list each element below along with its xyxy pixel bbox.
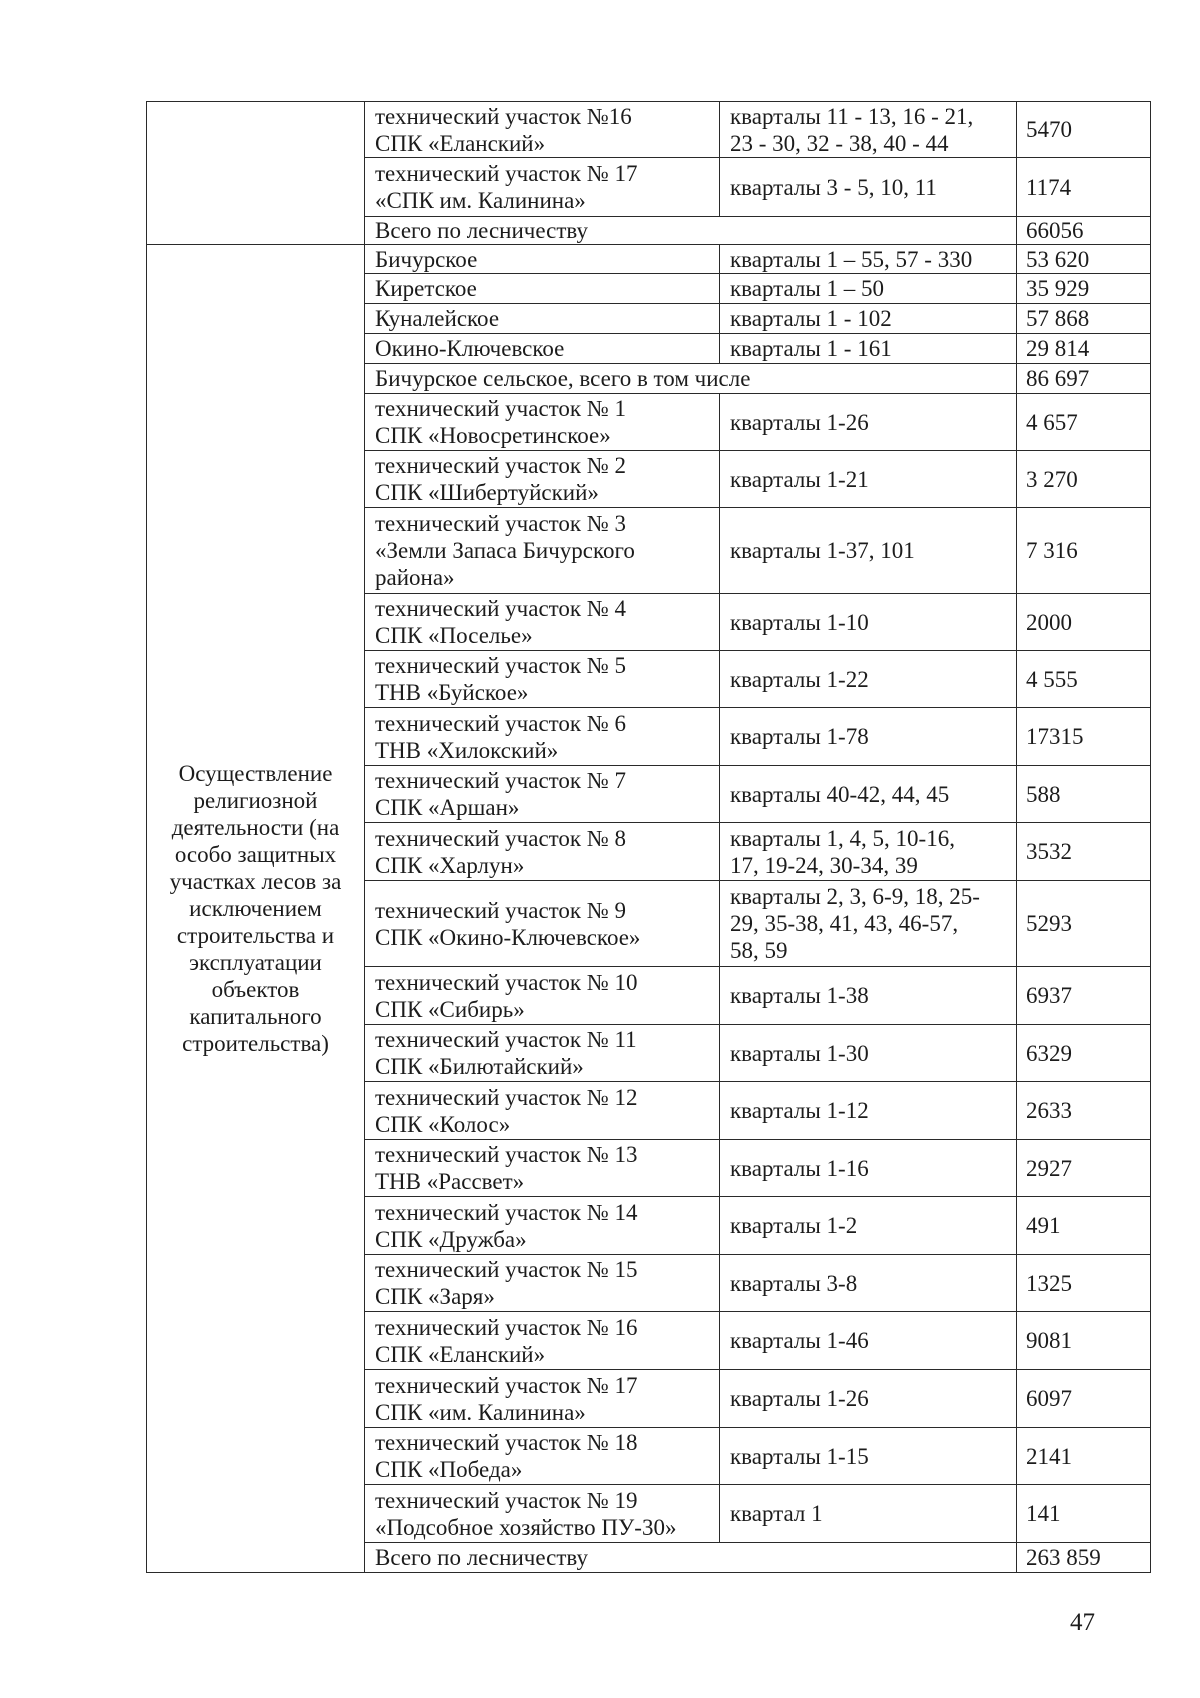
- area: 9081: [1017, 1312, 1151, 1370]
- site-name: технический участок № 18 СПК «Победа»: [365, 1428, 720, 1485]
- quarters: кварталы 3-8: [720, 1255, 1017, 1312]
- quarters: кварталы 2, 3, 6-9, 18, 25- 29, 35-38, 41, 43, 46-57, 58, 59: [720, 881, 1017, 967]
- total-area: 263 859: [1017, 1543, 1151, 1573]
- subtotal-label: Бичурское сельское, всего в том числе: [365, 364, 1017, 394]
- area: 2633: [1017, 1082, 1151, 1140]
- forestry-name: Куналейское: [365, 304, 720, 334]
- site-name: технический участок № 1 СПК «Новосретинское»: [365, 394, 720, 451]
- quarters: кварталы 1-10: [720, 594, 1017, 651]
- forestry-name: Бичурское: [365, 245, 720, 274]
- area: 4 555: [1017, 651, 1151, 708]
- area: 2927: [1017, 1140, 1151, 1197]
- area: 35 929: [1017, 274, 1151, 304]
- site-name: технический участок № 9 СПК «Окино-Ключевское»: [365, 881, 720, 967]
- site-name: технический участок № 7 СПК «Аршан»: [365, 766, 720, 823]
- total-area: 66056: [1017, 217, 1151, 245]
- area: 5470: [1017, 102, 1151, 158]
- quarters: кварталы 1-37, 101: [720, 508, 1017, 594]
- site-name: технический участок № 13 ТНВ «Рассвет»: [365, 1140, 720, 1197]
- quarters: кварталы 1 - 161: [720, 334, 1017, 364]
- area: 57 868: [1017, 304, 1151, 334]
- area: 2000: [1017, 594, 1151, 651]
- site-name: технический участок № 12 СПК «Колос»: [365, 1082, 720, 1140]
- table-row: [147, 102, 1151, 158]
- site-name: технический участок № 19 «Подсобное хозяйство ПУ-30»: [365, 1485, 720, 1543]
- quarters: кварталы 1-26: [720, 1370, 1017, 1428]
- quarters: кварталы 1-2: [720, 1197, 1017, 1255]
- site-name: технический участок № 16 СПК «Еланский»: [365, 1312, 720, 1370]
- area: 588: [1017, 766, 1151, 823]
- quarters: кварталы 40-42, 44, 45: [720, 766, 1017, 823]
- site-name: технический участок № 15 СПК «Заря»: [365, 1255, 720, 1312]
- quarters: кварталы 1, 4, 5, 10-16, 17, 19-24, 30-34, 39: [720, 823, 1017, 881]
- site-name: технический участок № 2 СПК «Шибертуйский»: [365, 451, 720, 508]
- forest-use-table: [146, 101, 1151, 1573]
- site-name: технический участок № 6 ТНВ «Хилокский»: [365, 708, 720, 766]
- total-label: Всего по лесничеству: [365, 217, 1017, 245]
- quarters: квартал 1: [720, 1485, 1017, 1543]
- site-name: технический участок № 3 «Земли Запаса Бичурского района»: [365, 508, 720, 594]
- site-name: технический участок № 14 СПК «Дружба»: [365, 1197, 720, 1255]
- quarters: кварталы 1-26: [720, 394, 1017, 451]
- site-name: технический участок №16 СПК «Еланский»: [365, 102, 720, 158]
- quarters: кварталы 1-15: [720, 1428, 1017, 1485]
- quarters: кварталы 11 - 13, 16 - 21, 23 - 30, 32 - 38, 40 - 44: [720, 102, 1017, 158]
- area: 491: [1017, 1197, 1151, 1255]
- quarters: кварталы 1 - 102: [720, 304, 1017, 334]
- quarters: кварталы 3 - 5, 10, 11: [720, 158, 1017, 217]
- area: 3 270: [1017, 451, 1151, 508]
- quarters: кварталы 1-30: [720, 1025, 1017, 1082]
- area: 17315: [1017, 708, 1151, 766]
- area: 6937: [1017, 967, 1151, 1025]
- subtotal-area: 86 697: [1017, 364, 1151, 394]
- quarters: кварталы 1-21: [720, 451, 1017, 508]
- area: 6097: [1017, 1370, 1151, 1428]
- quarters: кварталы 1-38: [720, 967, 1017, 1025]
- quarters: кварталы 1 – 50: [720, 274, 1017, 304]
- site-name: технический участок № 8 СПК «Харлун»: [365, 823, 720, 881]
- area: 6329: [1017, 1025, 1151, 1082]
- area: 1174: [1017, 158, 1151, 217]
- area: 141: [1017, 1485, 1151, 1543]
- area: 1325: [1017, 1255, 1151, 1312]
- forestry-name: Окино-Ключевское: [365, 334, 720, 364]
- purpose-cell-empty: [147, 102, 365, 245]
- area: 53 620: [1017, 245, 1151, 274]
- table-row: [147, 245, 1151, 274]
- site-name: технический участок № 17 СПК «им. Калинина»: [365, 1370, 720, 1428]
- forestry-name: Киретское: [365, 274, 720, 304]
- site-name: технический участок № 5 ТНВ «Буйское»: [365, 651, 720, 708]
- site-name: технический участок № 11 СПК «Билютайский»: [365, 1025, 720, 1082]
- site-name: технический участок № 10 СПК «Сибирь»: [365, 967, 720, 1025]
- area: 7 316: [1017, 508, 1151, 594]
- page-number: 47: [1070, 1609, 1095, 1636]
- area: 5293: [1017, 881, 1151, 967]
- site-name: технический участок № 4 СПК «Поселье»: [365, 594, 720, 651]
- total-label: Всего по лесничеству: [365, 1543, 1017, 1573]
- area: 3532: [1017, 823, 1151, 881]
- quarters: кварталы 1-12: [720, 1082, 1017, 1140]
- area: 4 657: [1017, 394, 1151, 451]
- quarters: кварталы 1-16: [720, 1140, 1017, 1197]
- quarters: кварталы 1-78: [720, 708, 1017, 766]
- quarters: кварталы 1-46: [720, 1312, 1017, 1370]
- quarters: кварталы 1 – 55, 57 - 330: [720, 245, 1017, 274]
- area: 2141: [1017, 1428, 1151, 1485]
- purpose-cell: Осуществление религиозной деятельности (на особо защитных участках лесов за исключением строительства и эксплуатации объектов капитального строительства): [147, 245, 365, 1573]
- area: 29 814: [1017, 334, 1151, 364]
- site-name: технический участок № 17 «СПК им. Калинина»: [365, 158, 720, 217]
- quarters: кварталы 1-22: [720, 651, 1017, 708]
